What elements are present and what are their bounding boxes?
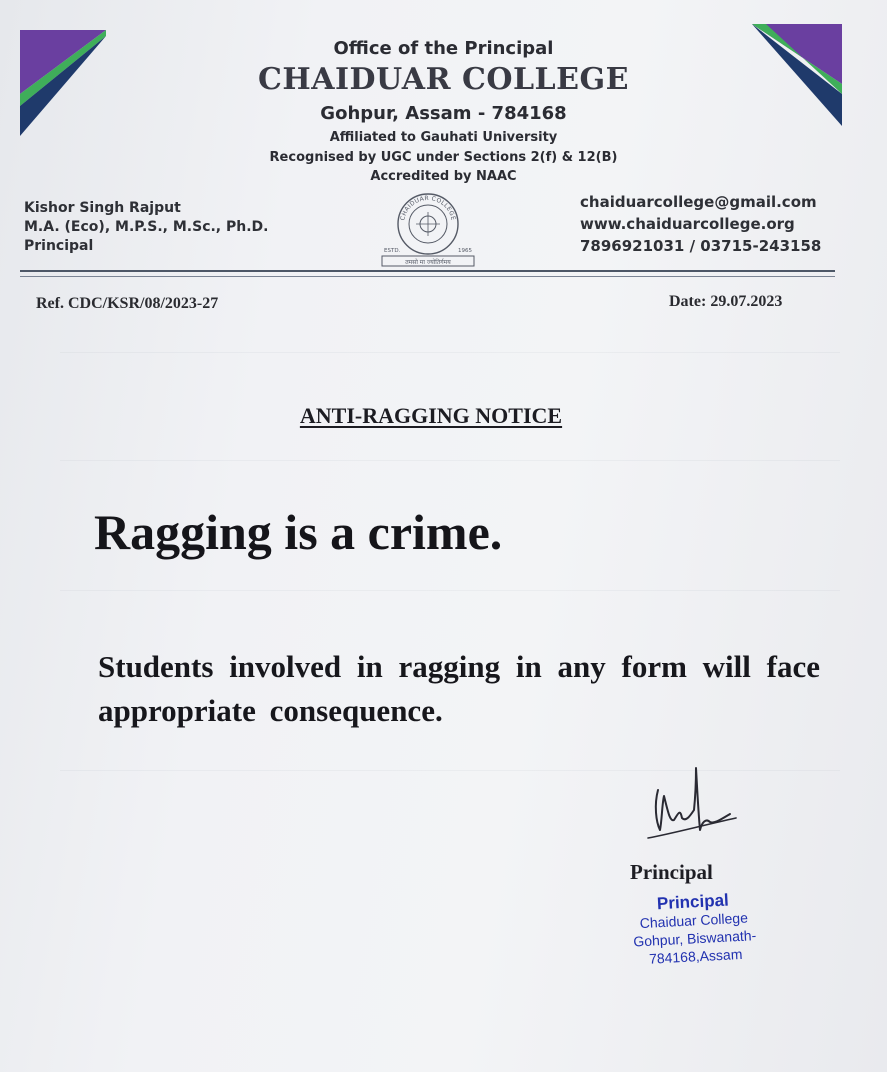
stamp-title: Principal	[656, 890, 730, 914]
notice-heading: ANTI-RAGGING NOTICE	[299, 403, 563, 428]
principal-qualifications: M.A. (Eco), M.P.S., M.Sc., Ph.D.	[24, 219, 269, 235]
contact-website: www.chaiduarcollege.org	[580, 215, 795, 233]
bleed-line	[60, 460, 840, 461]
header-divider-thin	[20, 276, 835, 277]
official-stamp	[585, 887, 803, 968]
principal-info	[24, 199, 269, 256]
notice-date: Date: 29.07.2023	[669, 293, 783, 310]
principal-designation: Principal	[24, 238, 94, 254]
contact-email: chaiduarcollege@gmail.com	[580, 193, 817, 211]
college-name: CHAIDUAR COLLEGE	[258, 62, 629, 97]
stamp-address: Gohpur, Biswanath-784168,Assam	[632, 927, 757, 967]
bleed-line	[60, 352, 840, 353]
seal-arc-text: CHAIDUAR COLLEGE	[399, 194, 457, 222]
header-divider	[20, 270, 835, 272]
accreditation-line: Accredited by NAAC	[370, 169, 517, 184]
seal-estd-label: ESTD.	[384, 248, 401, 254]
bleed-line	[60, 590, 840, 591]
reference-number: Ref. CDC/KSR/08/2023-27	[36, 295, 219, 312]
principal-name: Kishor Singh Rajput	[24, 200, 181, 216]
college-seal	[378, 186, 478, 268]
principal-signature	[640, 760, 740, 855]
seal-motto: तमसो मा ज्योतिर्गमय	[405, 259, 451, 266]
stamp-college: Chaiduar College	[639, 909, 749, 932]
office-line: Office of the Principal	[333, 38, 554, 59]
college-address: Gohpur, Assam - 784168	[320, 103, 567, 124]
seal-year: 1965	[458, 248, 472, 254]
contact-phone: 7896921031 / 03715-243158	[580, 237, 822, 255]
recognition-line: Recognised by UGC under Sections 2(f) & 12(B)	[269, 150, 618, 165]
affiliation-line: Affiliated to Gauhati University	[329, 130, 558, 145]
notice-headline: Ragging is a crime.	[94, 504, 503, 560]
notice-body: Students involved in ragging in any form will face appropriate consequence.	[98, 649, 820, 728]
contact-info	[580, 191, 821, 257]
signoff-title: Principal	[630, 860, 713, 884]
